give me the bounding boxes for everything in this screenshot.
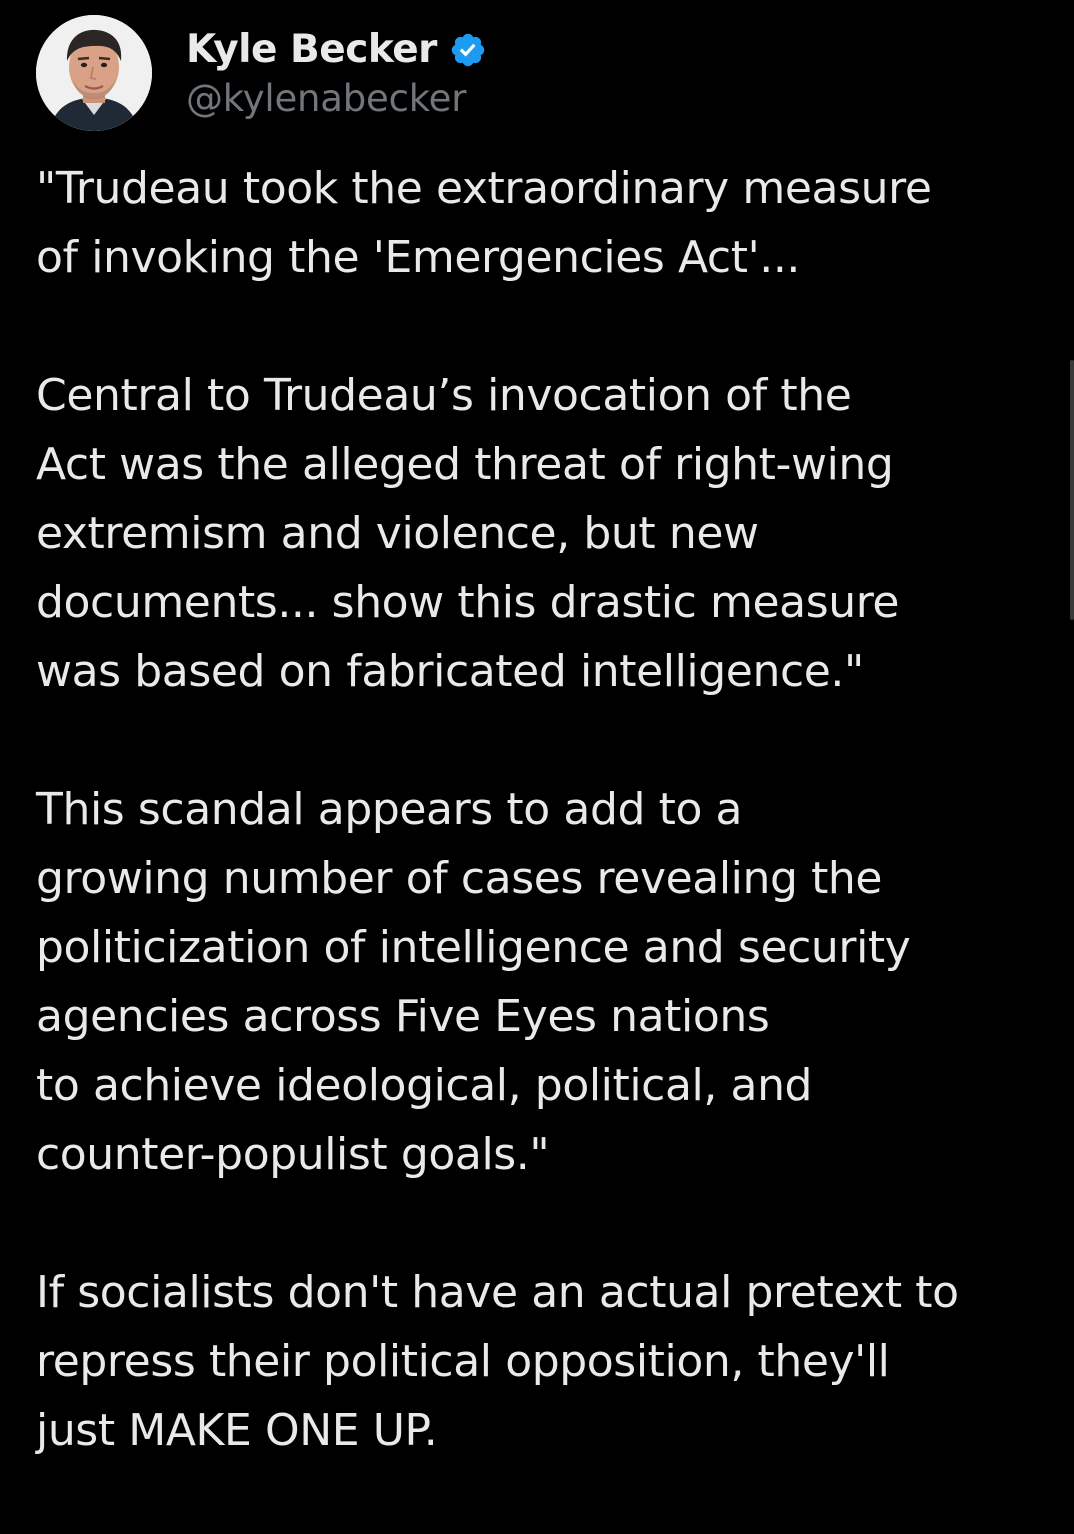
tweet-paragraph: If socialists don't have an actual pretext to repress their political opposition, they'll just MAKE ONE UP. bbox=[36, 1267, 959, 1456]
tweet-paragraph: Central to Trudeau’s invocation of the Act was the alleged threat of right-wing extremism and violence, but new documents... show this drastic measure was based on fabricated intelligence." bbox=[36, 370, 900, 697]
tweet-paragraph: "Trudeau took the extraordinary measure of invoking the 'Emergencies Act'... bbox=[36, 163, 932, 283]
author-handle[interactable]: @kylenabecker bbox=[186, 77, 467, 120]
tweet-header bbox=[36, 14, 487, 132]
tweet-text bbox=[36, 154, 1056, 1534]
name-row bbox=[186, 24, 487, 76]
scrollbar[interactable] bbox=[1070, 360, 1074, 620]
author-names bbox=[186, 24, 487, 122]
verified-badge-icon bbox=[449, 31, 487, 69]
avatar[interactable] bbox=[36, 15, 152, 131]
display-name[interactable]: Kyle Becker bbox=[186, 27, 437, 72]
tweet-paragraph: This scandal appears to add to a growing number of cases revealing the politicization of intelligence and security agencies across Five Eyes nations to achieve ideological, political, and counter-populist goals." bbox=[36, 784, 911, 1180]
